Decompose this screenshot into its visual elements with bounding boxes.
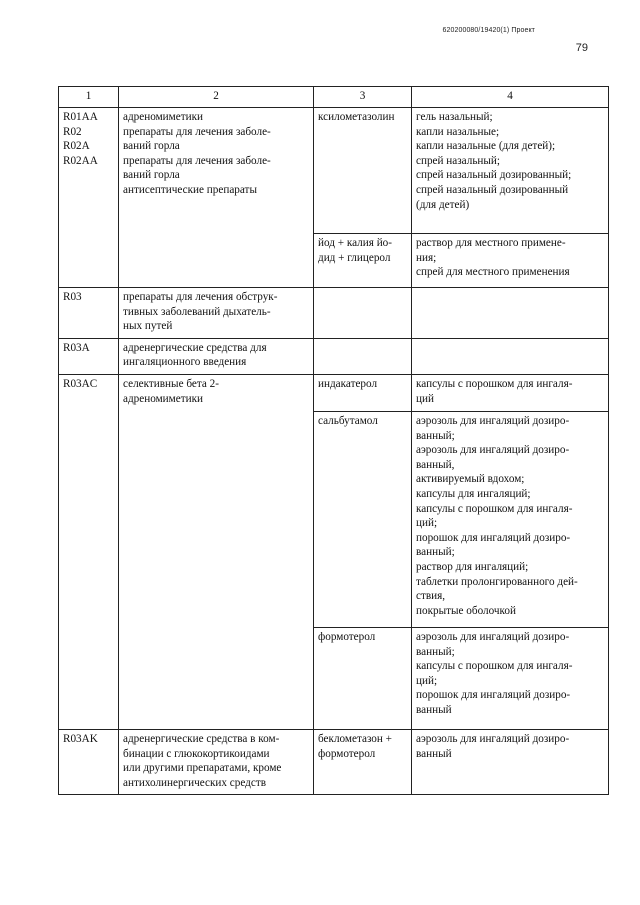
column-header: 1	[59, 87, 119, 108]
atc-code-cell: R03A	[59, 338, 119, 374]
drug-table	[58, 86, 609, 795]
drug-name-cell: беклометазон + формотерол	[314, 729, 412, 794]
atc-code-cell: R03AC	[59, 374, 119, 729]
group-description-cell: селективные бета 2- адреномиметики	[119, 374, 314, 729]
dosage-forms-cell: капсулы с порошком для ингаля- ций	[412, 374, 609, 411]
table-row	[59, 374, 609, 411]
table-row	[59, 108, 609, 234]
document-id: 620200080/19420(1) Проект	[442, 27, 535, 34]
table-body	[59, 108, 609, 795]
group-description-cell: адренергические средства для ингаляционного введения	[119, 338, 314, 374]
drug-name-cell: ксилометазолин	[314, 108, 412, 234]
column-header: 3	[314, 87, 412, 108]
group-description-cell: адреномиметики препараты для лечения заболе- ваний горла препараты для лечения заболе- ваний горла антисептические препараты	[119, 108, 314, 288]
drug-name-cell: формотерол	[314, 627, 412, 729]
table-row	[59, 338, 609, 374]
drug-name-cell: йод + калия йо- дид + глицерол	[314, 234, 412, 288]
atc-code-cell: R03	[59, 288, 119, 339]
dosage-forms-cell: гель назальный; капли назальные; капли назальные (для детей); спрей назальный; спрей назальный дозированный; спрей назальный дозированный (для детей)	[412, 108, 609, 234]
table-header-row	[59, 87, 609, 108]
dosage-forms-cell: раствор для местного примене- ния; спрей для местного применения	[412, 234, 609, 288]
dosage-forms-cell: аэрозоль для ингаляций дозиро- ванный; капсулы с порошком для ингаля- ций; порошок для ингаляций дозиро- ванный	[412, 627, 609, 729]
group-description-cell: препараты для лечения обструк- тивных заболеваний дыхатель- ных путей	[119, 288, 314, 339]
group-description-cell: адренергические средства в ком- бинации с глюкокортикоидами или другими препаратами, кроме антихолинергических средств	[119, 729, 314, 794]
dosage-forms-cell: аэрозоль для ингаляций дозиро- ванный; аэрозоль для ингаляций дозиро- ванный, активируемый вдохом; капсулы для ингаляций; капсулы с порошком для ингаля- ций; порошок для ингаляций дозиро- ванный; раствор для ингаляций; таблетки пролонгированного дей- ствия, покрытые оболочкой	[412, 411, 609, 627]
drug-name-cell: индакатерол	[314, 374, 412, 411]
page-number: 79	[575, 42, 588, 54]
atc-code-cell: R01AA R02 R02A R02AA	[59, 108, 119, 288]
table-row	[59, 729, 609, 794]
table-row	[59, 288, 609, 339]
drug-name-cell	[314, 288, 412, 339]
column-header: 2	[119, 87, 314, 108]
dosage-forms-cell	[412, 288, 609, 339]
atc-code-cell: R03AK	[59, 729, 119, 794]
dosage-forms-cell	[412, 338, 609, 374]
dosage-forms-cell: аэрозоль для ингаляций дозиро- ванный	[412, 729, 609, 794]
column-header: 4	[412, 87, 609, 108]
drug-name-cell: сальбутамол	[314, 411, 412, 627]
drug-name-cell	[314, 338, 412, 374]
